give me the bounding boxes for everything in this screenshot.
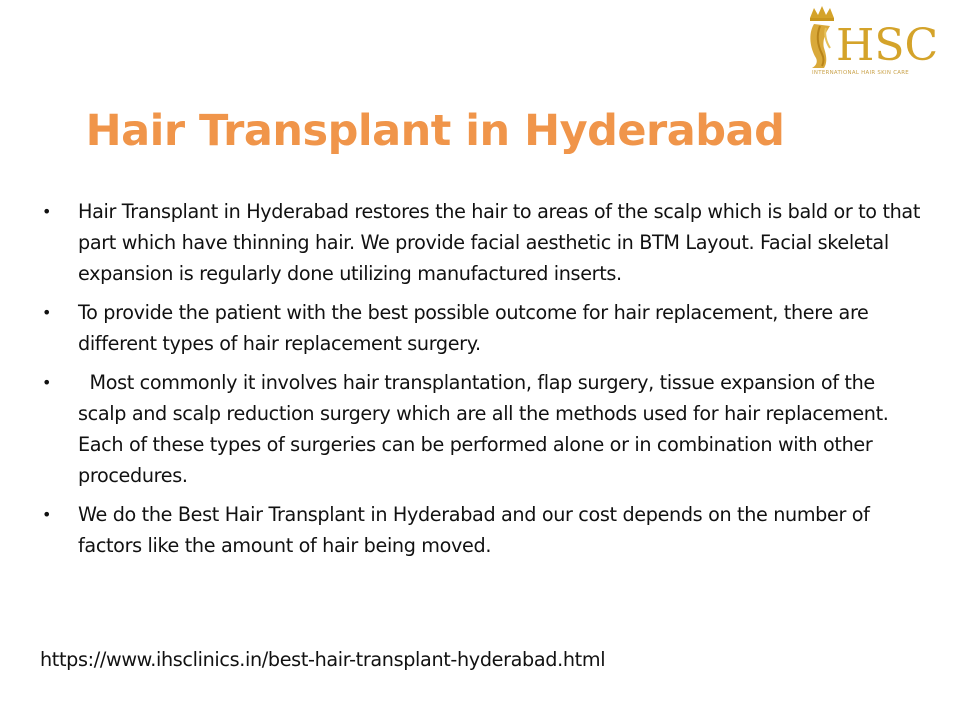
bullet-icon: • <box>42 202 52 221</box>
logo-tagline: INTERNATIONAL HAIR SKIN CARE <box>812 70 910 76</box>
logo-wordmark: HSC <box>836 20 939 71</box>
source-url[interactable]: https://www.ihsclinics.in/best-hair-transplant-hyderabad.html <box>40 648 606 671</box>
bullet-icon: • <box>42 373 52 392</box>
list-item: • Most commonly it involves hair transplantation, flap surgery, tissue expansion of the scalp and scalp reduction surgery which are all the methods used for hair replacement. Each of these types of surgeries can be performed alone or in combination with other procedures. <box>40 367 926 491</box>
bullet-icon: • <box>42 505 52 524</box>
page-title: Hair Transplant in Hyderabad <box>85 106 785 156</box>
list-item: • We do the Best Hair Transplant in Hyderabad and our cost depends on the number of factors like the amount of hair being moved. <box>40 499 926 561</box>
bullet-icon: • <box>42 303 52 322</box>
list-item: • To provide the patient with the best possible outcome for hair replacement, there are different types of hair replacement surgery. <box>40 297 926 359</box>
list-item: • Hair Transplant in Hyderabad restores the hair to areas of the scalp which is bald or to that part which have thinning hair. We provide facial aesthetic in BTM Layout. Facial skeletal expansion is regularly done utilizing manufactured inserts. <box>40 196 926 289</box>
bullet-list <box>40 196 926 569</box>
ihsc-logo <box>804 4 954 76</box>
crown-hair-icon <box>804 4 954 76</box>
